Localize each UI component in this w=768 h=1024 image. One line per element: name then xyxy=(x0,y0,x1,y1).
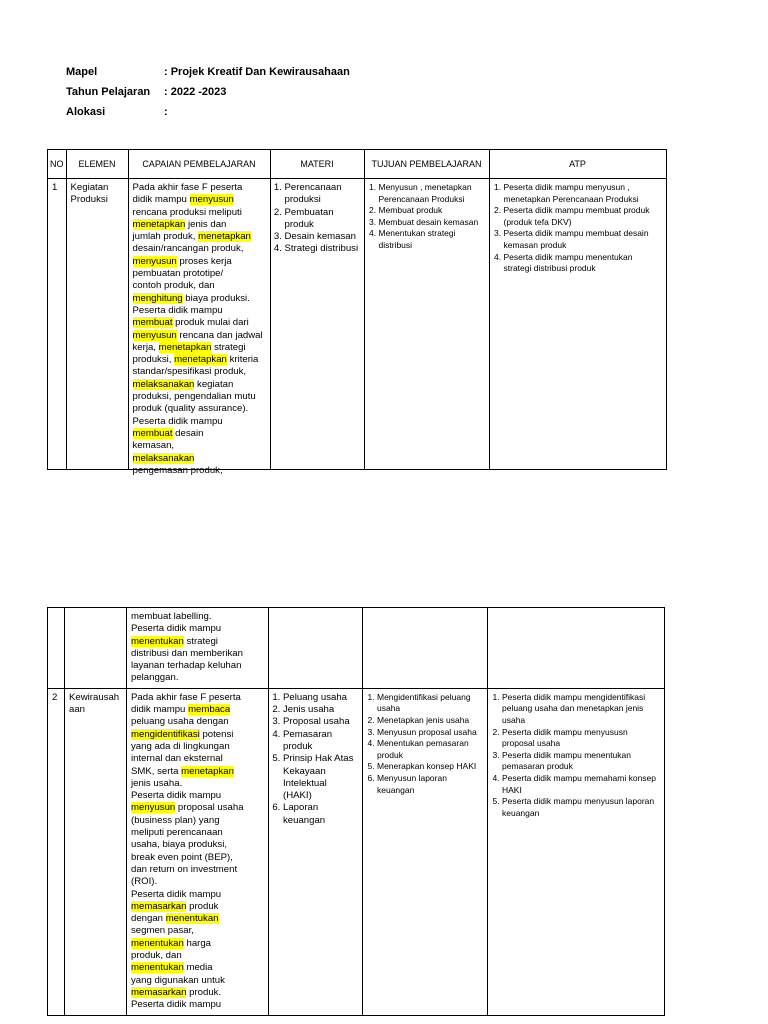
mapel-value: : Projek Kreatif Dan Kewirausahaan xyxy=(164,66,350,78)
list-item: 2. Jenis usaha xyxy=(283,704,358,716)
highlighted-verb: memasarkan xyxy=(131,986,187,998)
table-header-row xyxy=(48,150,667,179)
capaian-line: menentukan media xyxy=(131,962,213,974)
row1-elemen: Kegiatan Produksi xyxy=(66,179,128,470)
capaian-line: SMK, serta menetapkan xyxy=(131,765,234,777)
highlighted-verb: menetapkan xyxy=(198,231,251,243)
capaian-line: jumlah produk, menetapkan xyxy=(132,231,251,243)
highlighted-verb: menghitung xyxy=(132,292,183,304)
list-item: 2. Peserta didik mampu membuat produk (produk tefa DKV) xyxy=(504,205,662,228)
list-item: 6. Laporan keuangan xyxy=(283,802,358,827)
capaian-line: Peserta didik mampu xyxy=(132,304,223,316)
capaian-line: peluang usaha dengan xyxy=(131,716,229,728)
capaian-line: didik mampu menyusun xyxy=(132,194,234,206)
list-item: 3. Desain kemasan xyxy=(285,231,360,243)
highlighted-verb: melaksanakan xyxy=(132,452,195,464)
capaian-line: desain/rancangan produk, xyxy=(132,243,244,255)
header-materi: MATERI xyxy=(270,150,364,179)
list-item: 4. Strategi distribusi xyxy=(285,243,360,255)
row1-atp xyxy=(489,179,666,470)
row2-no: 2 xyxy=(48,688,65,1015)
capaian-line: dan return on investment xyxy=(131,863,238,875)
capaian-line: jenis usaha. xyxy=(131,777,183,789)
capaian-line: segmen pasar, xyxy=(131,925,194,937)
list-item: 5. Peserta didik mampu menyusun laporan keuangan xyxy=(502,796,660,819)
capaian-line: melaksanakan kegiatan xyxy=(132,378,234,390)
curriculum-table-page1 xyxy=(47,149,667,476)
highlighted-verb: menetapkan xyxy=(181,765,234,777)
highlighted-verb: membuat xyxy=(132,317,173,329)
row2-elemen: Kewirausah aan xyxy=(65,688,127,1015)
table-row xyxy=(48,688,665,1015)
list-item: 1. Perencanaan produksi xyxy=(285,182,360,207)
list-item: 1. Peserta didik mampu menyusun , menetapkan Perencanaan Produksi xyxy=(504,182,662,205)
list-item: 1. Peserta didik mampu mengidentifikasi peluang usaha dan menetapkan jenis usaha xyxy=(502,692,660,727)
capaian-line: memasarkan produk xyxy=(131,900,219,912)
list-item: 4. Pemasaran produk xyxy=(283,729,358,754)
list-item: 2. Peserta didik mampu menyususn proposal usaha xyxy=(502,727,660,750)
list-item: 3. Proposal usaha xyxy=(283,716,358,728)
row1-tujuan xyxy=(364,179,489,470)
highlighted-verb: menyusun xyxy=(132,329,177,341)
highlighted-verb: menentukan xyxy=(131,635,184,647)
capaian-line: produksi, menetapkan kriteria xyxy=(132,354,259,366)
row1-materi xyxy=(270,179,364,470)
capaian-line: membuat labelling. xyxy=(131,611,212,622)
list-item: 4. Menentukan pemasaran produk xyxy=(377,738,483,761)
document-meta xyxy=(66,62,350,122)
alokasi-value: : xyxy=(164,106,168,118)
capaian-line: contoh produk, dan xyxy=(132,280,215,292)
capaian-line: menentukan harga xyxy=(131,937,212,949)
capaian-line: kerja, menetapkan strategi xyxy=(132,341,246,353)
list-item: 5. Menerapkan konsep HAKI xyxy=(377,761,483,773)
mapel-label: Mapel xyxy=(66,66,98,78)
list-item: 4. Menentukan strategi distribusi xyxy=(379,228,485,251)
capaian-line: pelanggan. xyxy=(131,672,179,684)
capaian-line: Peserta didik mampu xyxy=(131,999,222,1011)
capaian-line: break even point (BEP), xyxy=(131,851,233,863)
capaian-line: kemasan, xyxy=(132,440,175,452)
highlighted-verb: membuat xyxy=(132,427,173,439)
list-item: 2. Pembuatan produk xyxy=(285,207,360,232)
list-item: 1. Peluang usaha xyxy=(283,692,358,704)
capaian-line: membuat desain xyxy=(132,427,204,439)
highlighted-verb: menyusun xyxy=(132,255,177,267)
capaian-line: didik mampu membaca xyxy=(131,704,231,716)
list-item: 2. Membuat produk xyxy=(379,205,485,217)
capaian-line: (ROI). xyxy=(131,876,158,888)
capaian-line: produk (quality assurance). xyxy=(132,403,249,415)
capaian-line: Peserta didik mampu xyxy=(131,888,222,900)
capaian-line: produk, dan xyxy=(131,950,182,962)
capaian-line: (business plan) yang xyxy=(131,814,220,826)
capaian-line: Peserta didik mampu xyxy=(131,790,222,802)
row2-atp xyxy=(488,688,665,1015)
header-tujuan: TUJUAN PEMBELAJARAN xyxy=(364,150,489,179)
capaian-line: menetapkan jenis dan xyxy=(132,218,227,230)
header-atp: ATP xyxy=(489,150,666,179)
capaian-line: rencana produksi meliputi xyxy=(132,206,242,218)
list-item: 3. Menyusun proposal usaha xyxy=(377,727,483,739)
capaian-line: usaha, biaya produksi, xyxy=(131,839,227,851)
list-item: 4. Peserta didik mampu memahami konsep HAKI xyxy=(502,773,660,796)
capaian-line: pembuatan prototipe/ xyxy=(132,268,224,280)
capaian-line: membuat produk mulai dari xyxy=(132,317,249,329)
capaian-line: Peserta didik mampu xyxy=(131,623,222,635)
row1-capaian xyxy=(128,179,270,476)
capaian-line: menyusun proposal usaha xyxy=(131,802,244,814)
capaian-line: Peserta didik mampu xyxy=(132,415,223,427)
capaian-line: menghitung biaya produksi. xyxy=(132,292,250,304)
capaian-line: pengemasan produk, xyxy=(132,464,223,476)
curriculum-table-page2 xyxy=(47,607,665,1016)
capaian-line: standar/spesifikasi produk, xyxy=(132,366,247,378)
capaian-line: internal dan eksternal xyxy=(131,753,223,765)
capaian-line: distribusi dan memberikan xyxy=(131,647,243,659)
highlighted-verb: menentukan xyxy=(131,937,184,949)
capaian-line: mengidentifikasi potensi xyxy=(131,728,234,740)
highlighted-verb: menetapkan xyxy=(174,354,227,366)
list-item: 5. Prinsip Hak Atas Kekayaan Intelektual (HAKI) xyxy=(283,753,358,802)
highlighted-verb: menyusun xyxy=(131,802,176,814)
list-item: 6. Menyusun laporan keuangan xyxy=(377,773,483,796)
list-item: 3. Membuat desain kemasan xyxy=(379,217,485,229)
highlighted-verb: membaca xyxy=(188,704,231,716)
capaian-line xyxy=(133,453,266,465)
tahun-label: Tahun Pelajaran xyxy=(66,86,151,98)
row2-materi xyxy=(269,688,363,1015)
header-capaian: CAPAIAN PEMBELAJARAN xyxy=(128,150,270,179)
list-item: 2. Menetapkan jenis usaha xyxy=(377,715,483,727)
capaian-line: Pada akhir fase F peserta xyxy=(132,182,243,193)
list-item: 3. Peserta didik mampu membuat desain kemasan produk xyxy=(504,228,662,251)
capaian-line: menyusun rencana dan jadwal xyxy=(132,329,263,341)
capaian-line: produksi, pengendalian mutu xyxy=(132,391,256,403)
list-item: 3. Peserta didik mampu menentukan pemasaran produk xyxy=(502,750,660,773)
capaian-line: dengan menentukan xyxy=(131,913,219,925)
row2-capaian xyxy=(127,688,269,1015)
table-row xyxy=(48,179,667,470)
highlighted-verb: menentukan xyxy=(131,962,184,974)
tahun-value: : 2022 -2023 xyxy=(164,86,227,98)
highlighted-verb: mengidentifikasi xyxy=(131,728,200,740)
capaian-line: menentukan strategi xyxy=(131,635,218,647)
row1-no: 1 xyxy=(48,179,67,470)
highlighted-verb: menyusun xyxy=(189,194,234,206)
table-row-continued xyxy=(48,608,665,689)
header-no: NO xyxy=(48,150,67,179)
capaian-line: menyusun proses kerja xyxy=(132,255,232,267)
highlighted-verb: memasarkan xyxy=(131,900,187,912)
alokasi-label: Alokasi xyxy=(66,106,106,118)
list-item: 1. Menyusun , menetapkan Perencanaan Produksi xyxy=(379,182,485,205)
capaian-line: memasarkan produk. xyxy=(131,986,222,998)
highlighted-verb: menentukan xyxy=(165,913,219,925)
capaian-line: meliputi perencanaan xyxy=(131,827,223,839)
header-elemen: ELEMEN xyxy=(66,150,128,179)
capaian-line: yang ada di lingkungan xyxy=(131,740,230,752)
highlighted-verb: melaksanakan xyxy=(132,378,195,390)
list-item: 1. Mengidentifikasi peluang usaha xyxy=(377,692,483,715)
capaian-line: yang digunakan untuk xyxy=(131,974,225,986)
highlighted-verb: menetapkan xyxy=(132,218,186,230)
capaian-line: layanan terhadap keluhan xyxy=(131,660,242,672)
highlighted-verb: menetapkan xyxy=(158,341,212,353)
capaian-line: Pada akhir fase F peserta xyxy=(131,691,241,703)
list-item: 4. Peserta didik mampu menentukan strategi distribusi produk xyxy=(504,252,662,275)
row2-tujuan xyxy=(363,688,488,1015)
row1-capaian-continued xyxy=(127,608,269,689)
